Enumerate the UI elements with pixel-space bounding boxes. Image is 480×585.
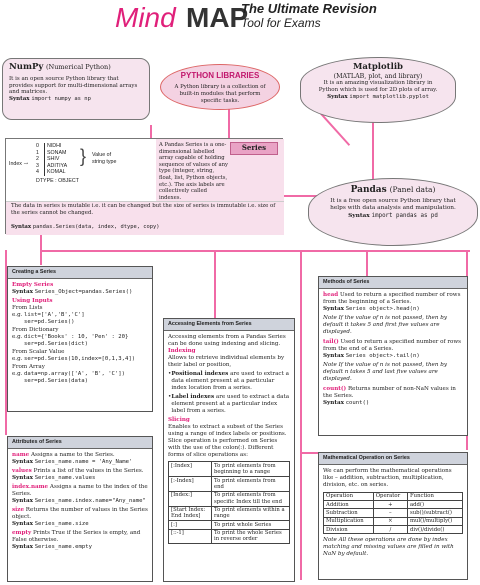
pandas-card <box>308 178 478 246</box>
head-method-code: Series object>.head(n) <box>345 305 420 312</box>
table-row: [:-Index] To print elements from end <box>169 477 290 492</box>
numpy-desc: It is an open source Python library that provides support for multi-dimensional arrays and matrices. <box>9 75 138 96</box>
header-map: MAP <box>186 2 249 33</box>
table-row: Division / div()/divide() <box>324 526 463 534</box>
table-row: [:Index] To print elements from beginning to a range <box>169 462 290 477</box>
numpy-syntax-code: import numpy as np <box>31 96 91 103</box>
from-dict-label: From Dictionary <box>12 326 59 333</box>
matplotlib-title: Matplotlib <box>352 62 403 72</box>
attribute-item: index.name Assigns a name to the index of the Series. Syntax Series_name.index.name="Any_name" <box>12 483 148 504</box>
math-ops-note: Note All these operations are done by index matching and missing values are filled in with NaN by default. <box>323 537 454 558</box>
tail-method-name: tail() <box>323 338 339 345</box>
pandas-desc: It is a free open source Python library that helps with data analysis and manipulation. <box>330 198 456 212</box>
header-tagline-2: Tool for Exams <box>241 16 321 30</box>
head-method-text: Used to return a specified number of rows from the beginning of a Series. <box>323 291 461 305</box>
series-value-label: Value of string type <box>92 152 117 165</box>
from-lists-label: From Lists <box>12 304 43 311</box>
matplotlib-subtitle: (MATLAB, plot, and library) <box>333 72 423 80</box>
numpy-title: NumPy <box>9 62 44 72</box>
table-row: Operation Operator Function <box>324 492 463 500</box>
tail-method-text: Used to return a specified number of rows from the end of a Series. <box>323 338 462 352</box>
attributes-title: Attributes of Series <box>8 437 152 449</box>
from-array-label: From Array <box>12 363 45 370</box>
slicing-head: Slicing <box>168 416 190 423</box>
numpy-card <box>2 58 150 120</box>
creating-series-title: Creating a Series <box>8 267 152 279</box>
indexing-text: Allows to retrieve individual elements by their label or position, <box>168 354 285 368</box>
bullet-positional: • Positional indexes are used to extract a data element present at a particular index location from a series. <box>168 370 289 391</box>
tail-method-note: Note If the value of n is not passed, then by default n takes 5 and last five values are displayed. <box>323 361 447 382</box>
attribute-item: name Assigns a name to the Series. Syntax Series_name.name = 'Any_Name' <box>12 451 133 465</box>
table-row: Multiplication × mul()/multiply() <box>324 517 463 525</box>
attribute-item: empty Prints True if the Series is empty, and False otherwise. Syntax Series_name.empty <box>12 529 141 550</box>
connector-line <box>300 250 302 580</box>
lists-code-1: list=['A','B','C'] <box>24 311 85 318</box>
numpy-subtitle: (Numerical Python) <box>45 63 111 71</box>
series-index-label: Index → <box>9 161 29 167</box>
array-code-2: ser=pd.Series(data) <box>24 377 88 384</box>
slice-table <box>168 461 290 544</box>
count-method-name: count() <box>323 385 347 392</box>
series-syntax: Syntax pandas.Series(data, index, dtype, copy) <box>11 224 160 230</box>
table-row: [Index:] To print elements from specific Index till the end <box>169 491 290 506</box>
python-libraries-title: PYTHON LIBRARIES <box>180 71 260 80</box>
python-libraries-desc: A Python library is a collection of built-in modules that perform specific tasks. <box>174 84 266 104</box>
empty-series-head: Empty Series <box>12 281 54 288</box>
header-mind: Mind <box>115 2 176 33</box>
series-value-brace: } <box>80 146 87 166</box>
header-tagline-1: The Ultimate Revision <box>241 1 377 16</box>
mind-map-header <box>115 0 475 40</box>
math-ops-table <box>323 492 463 535</box>
empty-series-code: Series_Object=pandas.Series() <box>34 288 133 295</box>
attributes-card <box>7 436 153 582</box>
attribute-item: values Prints a list of the values in the Series. Syntax Series_name.values <box>12 467 144 481</box>
slicing-text: Enables to extract a subset of the Series using a range of index labels or positions. Slice operation is performed on Series with the use of the colon(:). Different forms of slice operations as: <box>168 423 287 458</box>
connector-line <box>40 250 470 252</box>
table-row: Subtraction – sub()/subtract() <box>324 509 463 517</box>
table-row: Addition + add() <box>324 501 463 509</box>
methods-card: Methods of Series head Used to return a specified number of rows from the beginning of a Series. Syntax Series object>.head(n) Note If the value of n is not passed, then by default it takes 5 and first five values are displayed. tail() Used to return a specified number of rows from the end of a Series. Syntax Series object>.tail(n) Note If the value of n is not passed, then by default n takes 5 and last five values are displayed. count() Returns number of non-NaN values in the Series. Syntax count() <box>318 276 468 436</box>
count-method-text: Returns number of non-NaN values in the Series. <box>323 385 456 399</box>
series-mutable: The data in series is mutable i.e. it can be changed but the size of series is immutable i.e. size of the series cannot be changed. <box>11 203 276 216</box>
series-title: Series <box>230 142 278 155</box>
accessing-intro: Accessing elements from a Pandas Series can be done using indexing and slicing. <box>168 333 286 347</box>
table-row: [::-1] To print the whole Series in reverse order <box>169 529 290 544</box>
methods-title: Methods of Series <box>319 277 467 289</box>
arrow-right-icon: → <box>23 161 29 167</box>
bullet-label: • Label indexes are used to extract a data element present at a particular index label from a series. <box>168 393 290 414</box>
math-ops-card <box>318 452 468 580</box>
pandas-subtitle: (Panel data) <box>389 185 436 194</box>
table-row: [:] To print whole Series <box>169 521 290 529</box>
creating-series-card: Creating a Series Empty Series Syntax Series_Object=pandas.Series() Using Inputs From Lists e.g. list=['A','B','C'] ser=pd.Series() From Dictionary e.g. dict={'Books' : 10, 'Pen' : 20} ser=pd.Series(dict) From Scalar Value e.g. ser=pd.Series(10,index=[0,1,3,4]) From Array e.g. data=np.array(['A', 'B', 'C']) ser=pd.Series(data) <box>7 266 153 412</box>
lists-code-2: ser=pd.Series() <box>24 318 75 325</box>
connector-line <box>372 120 374 180</box>
pandas-title: Pandas <box>350 185 387 195</box>
matplotlib-syntax-label: Syntax <box>327 94 348 101</box>
scalar-code: ser=pd.Series(10,index=[0,1,3,4]) <box>24 355 136 362</box>
head-method-name: head <box>323 291 339 298</box>
pandas-syntax-code: import pandas as pd <box>371 212 438 219</box>
tail-method-code: Series object>.tail(n) <box>345 352 420 359</box>
indexing-head: Indexing <box>168 347 196 354</box>
connector-line <box>366 250 368 276</box>
matplotlib-card <box>300 57 456 123</box>
pandas-syntax-label: Syntax <box>348 212 370 219</box>
math-ops-title: Mathematical Operation on Series <box>319 453 467 465</box>
math-ops-intro: We can perform the mathematical operations like – addition, subtraction, multiplication, division, etc. on series. <box>323 467 452 488</box>
dict-code-2: ser=pd.Series(dict) <box>24 340 88 347</box>
from-scalar-label: From Scalar Value <box>12 348 65 355</box>
accessing-title: Accessing Elements from Series <box>164 319 294 331</box>
numpy-syntax-label: Syntax <box>9 96 30 103</box>
matplotlib-syntax-code: import matplotlib.pyplot <box>349 94 429 101</box>
matplotlib-desc: It is an amazing visualization library in Python which is used for 2D plots of array. <box>318 80 438 94</box>
attribute-item: size Returns the number of values in the Series object. Syntax Series_name.size <box>12 506 148 527</box>
using-inputs-head: Using Inputs <box>12 297 53 304</box>
series-desc: A Pandas Series is a one-dimensional labelled array capable of holding sequence of values of any type (integer, string, float, list, Python objects, etc.). The axis labels are collectively called indexes. <box>159 142 229 201</box>
connector-line <box>214 250 216 318</box>
count-method-code: count() <box>345 399 370 406</box>
head-method-note: Note If the value of n is not passed, then by default it takes 5 and first five values are displayed. <box>323 314 447 335</box>
table-row: [Start Index: End Index] To print elements within a range <box>169 506 290 521</box>
series-data-table: 0 NIDHI 1 SONAM 2 SHIV 3 ADITIYA 4 KOMAL DTYPE : OBJECT <box>36 143 81 185</box>
array-code-1: data=np.array(['A', 'B', 'C']) <box>24 370 126 377</box>
python-libraries-card <box>160 64 280 110</box>
series-dtype: DTYPE : OBJECT <box>36 178 79 185</box>
accessing-card <box>163 318 295 582</box>
series-card <box>5 138 283 234</box>
dict-code-1: dict={'Books' : 10, 'Pen' : 20} <box>24 333 129 340</box>
